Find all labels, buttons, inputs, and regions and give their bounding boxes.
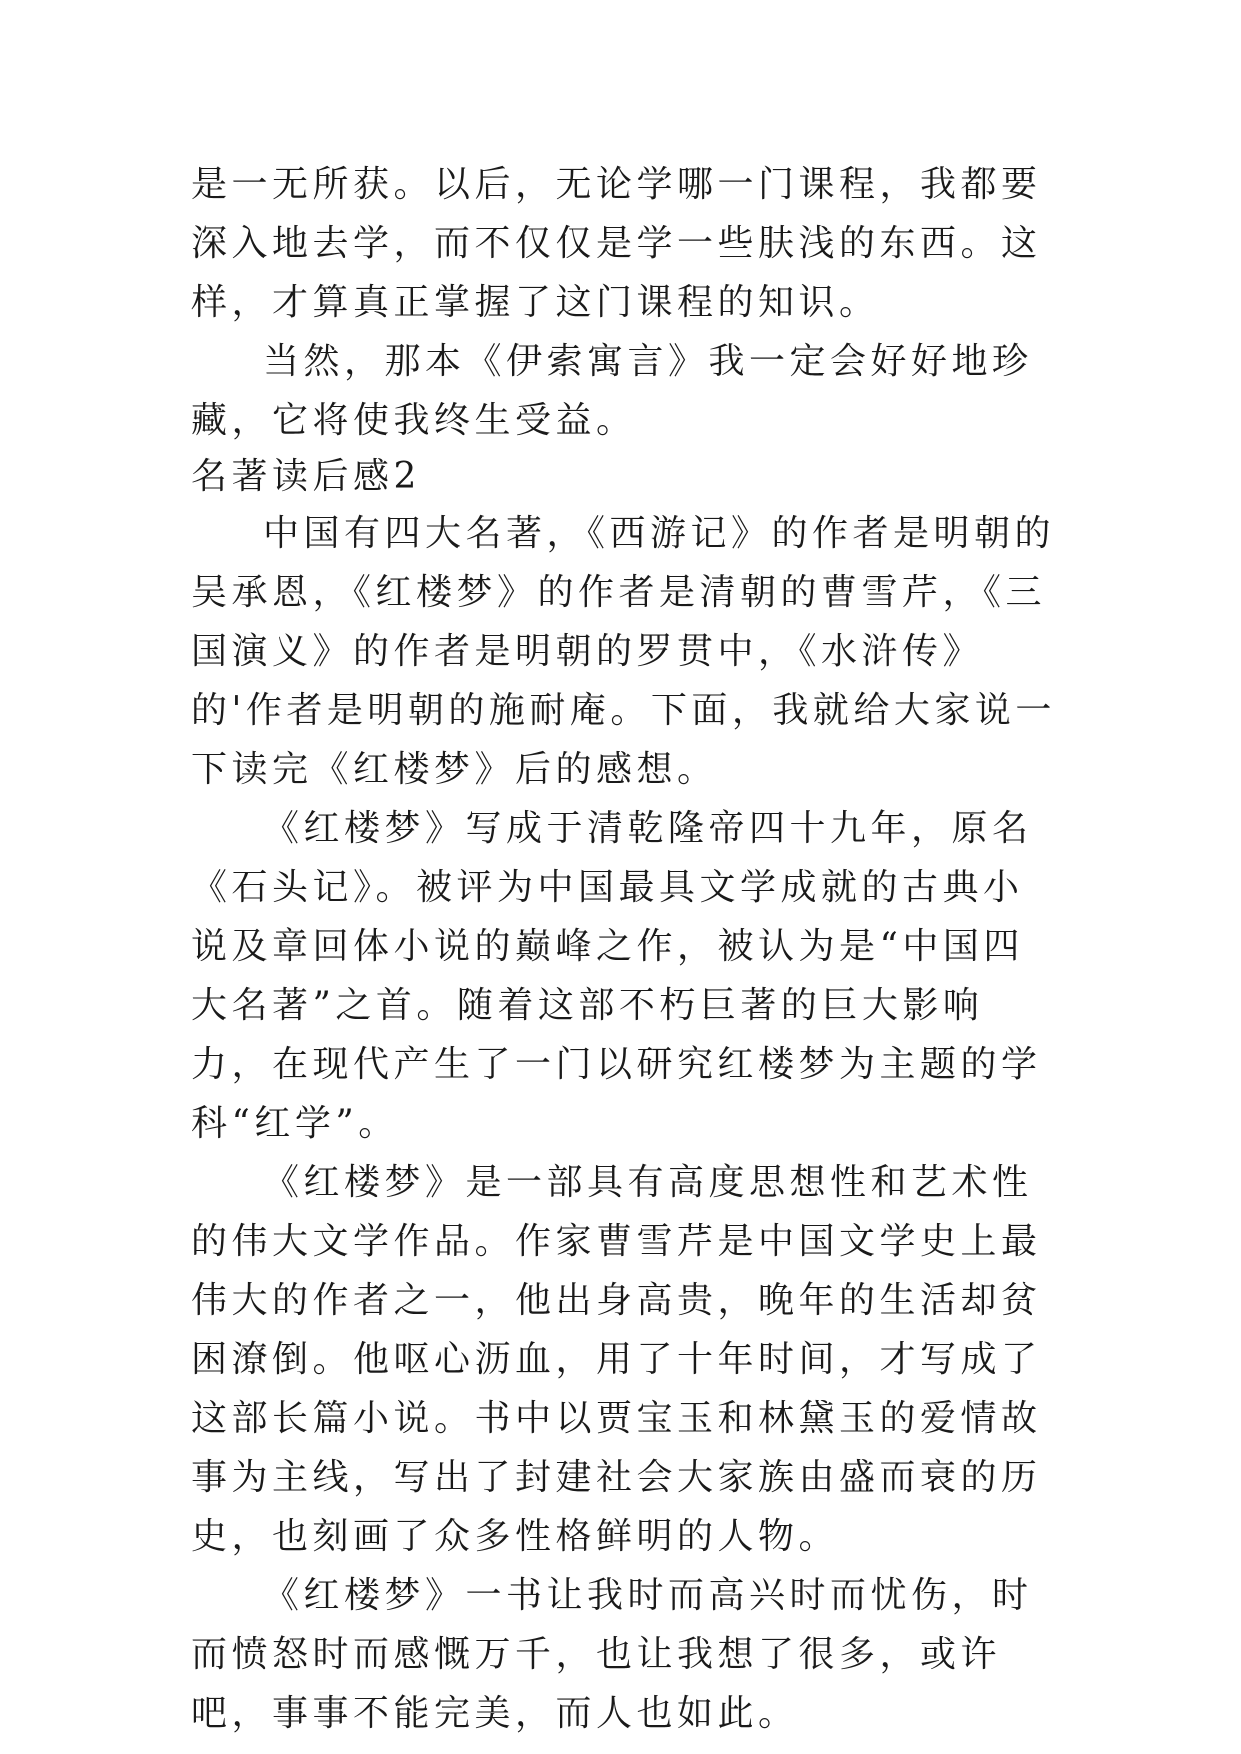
paragraph-hongloumeng-intro: 《红楼梦》写成于清乾隆帝四十九年，原名《石头记》。被评为中国最具文学成就的古典小说及章回体小说的巅峰之作，被认为是“中国四大名著”之首。随着这部不朽巨著的巨大影响力，在现代产生了一门以研究红楼梦为主题的学科“红学”。 [191, 808, 1042, 1144]
paragraph-author: 《红楼梦》是一部具有高度思想性和艺术性的伟大文学作品。作家曹雪芹是中国文学史上最伟大的作者之一，他出身高贵，晚年的生活却贫困潦倒。他呕心沥血，用了十年时间，才写成了这部长篇小说。书中以贾宝玉和林黛玉的爱情故事为主线，写出了封建社会大家族由盛而衰的历史，也刻画了众多性格鲜明的人物。 [191, 1162, 1042, 1557]
document-body [191, 155, 1061, 1743]
section-heading: 名著读后感2 [191, 456, 421, 497]
paragraph-closing: 当然，那本《伊索寓言》我一定会好好地珍藏，它将使我终生受益。 [191, 341, 1033, 441]
paragraph-four-classics: 中国有四大名著，《西游记》的作者是明朝的吴承恩，《红楼梦》的作者是清朝的曹雪芹，《三国演义》的作者是明朝的罗贯中，《水浒传》的'作者是明朝的施耐庵。下面，我就给大家说一下读完《红楼梦》后的感想。 [191, 513, 1056, 790]
paragraph-reflection: 《红楼梦》一书让我时而高兴时而忧伤，时而愤怒时而感慨万千，也让我想了很多，或许吧，事事不能完美，而人也如此。 [191, 1575, 1033, 1734]
paragraph-continuation: 是一无所获。以后，无论学哪一门课程，我都要深入地去学，而不仅仅是学一些肤浅的东西。这样，才算真正掌握了这门课程的知识。 [191, 164, 1042, 323]
